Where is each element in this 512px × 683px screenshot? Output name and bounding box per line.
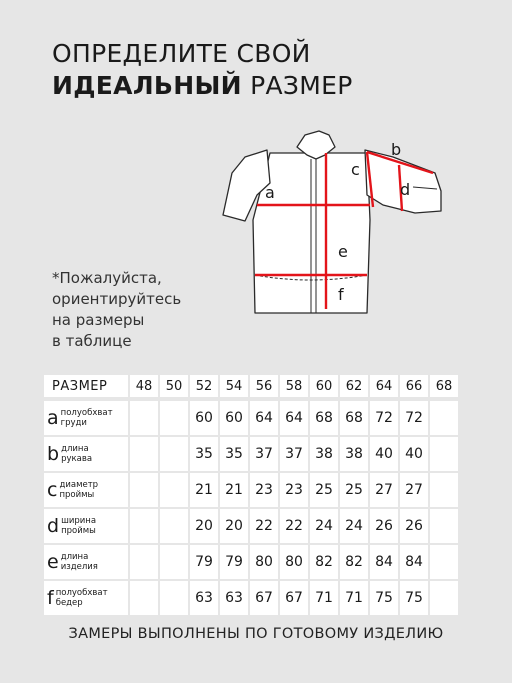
title-line-1: ОПРЕДЕЛИТЕ СВОЙ [52, 39, 311, 68]
shirt-diagram [215, 125, 455, 325]
table-cell: 82 [340, 545, 368, 579]
table-cell: 72 [370, 401, 398, 435]
table-cell: 25 [340, 473, 368, 507]
label-a: a [265, 183, 275, 202]
footer-note: ЗАМЕРЫ ВЫПОЛНЕНЫ ПО ГОТОВОМУ ИЗДЕЛИЮ [68, 626, 444, 642]
table-cell: 27 [370, 473, 398, 507]
table-cell [430, 509, 458, 543]
table-cell: 60 [190, 401, 218, 435]
title-bold-word: ИДЕАЛЬНЫЙ [52, 71, 242, 100]
table-cell: 22 [250, 509, 278, 543]
page-title [52, 38, 353, 102]
table-header-label: РАЗМЕР [44, 375, 128, 397]
measure-description-line: рукава [61, 454, 93, 464]
label-e: e [338, 242, 348, 261]
table-cell: 75 [370, 581, 398, 615]
size-header-cell: 56 [250, 375, 278, 397]
measure-letter: d [47, 514, 60, 537]
table-cell: 23 [250, 473, 278, 507]
table-row [44, 581, 461, 615]
note-line: на размеры [52, 311, 145, 329]
table-cell: 27 [400, 473, 428, 507]
table-cell: 24 [340, 509, 368, 543]
measure-label [44, 437, 128, 471]
measure-description-line: длина [61, 444, 89, 454]
table-cell [130, 581, 158, 615]
measure-description-line: диаметр [59, 480, 99, 490]
table-cell: 23 [280, 473, 308, 507]
measure-description [61, 444, 92, 464]
size-header-cell: 60 [310, 375, 338, 397]
measure-label [44, 401, 128, 435]
table-cell [130, 437, 158, 471]
table-cell [160, 401, 188, 435]
note-line: в таблице [52, 332, 132, 350]
measure-letter: a [47, 406, 59, 429]
table-cell [130, 401, 158, 435]
size-header-cell: 64 [370, 375, 398, 397]
table-cell: 68 [310, 401, 338, 435]
measure-description-line: проймы [59, 490, 95, 500]
table-row [44, 437, 461, 471]
measure-letter: e [47, 550, 59, 573]
table-cell [160, 473, 188, 507]
table-cell [160, 437, 188, 471]
table-cell: 79 [220, 545, 248, 579]
table-cell: 80 [250, 545, 278, 579]
label-b: b [391, 140, 402, 159]
table-cell: 37 [280, 437, 308, 471]
table-row [44, 401, 461, 435]
size-header-cell: 62 [340, 375, 368, 397]
measure-description-line: полуобхват [55, 588, 108, 598]
table-cell: 38 [310, 437, 338, 471]
table-row [44, 473, 461, 507]
label-c: c [351, 160, 360, 179]
size-table [44, 375, 461, 617]
table-cell: 20 [220, 509, 248, 543]
measure-description-line: изделия [60, 562, 98, 572]
title-rest: РАЗМЕР [241, 71, 353, 100]
size-header-cell: 50 [160, 375, 188, 397]
size-header-cell: 58 [280, 375, 308, 397]
table-row [44, 545, 461, 579]
note-line: ориентируйтесь [52, 290, 182, 308]
label-f: f [338, 285, 344, 304]
note-line: *Пожалуйста, [52, 269, 162, 287]
measure-description [61, 516, 96, 536]
label-d: d [400, 180, 411, 199]
table-cell: 64 [280, 401, 308, 435]
measure-description-line: бедер [55, 598, 83, 608]
table-cell [130, 473, 158, 507]
measure-letter: b [47, 442, 60, 465]
measure-label [44, 509, 128, 543]
table-cell: 84 [370, 545, 398, 579]
table-cell: 26 [400, 509, 428, 543]
table-cell [430, 545, 458, 579]
measure-description-line: полуобхват [60, 408, 113, 418]
table-cell: 37 [250, 437, 278, 471]
table-cell: 72 [400, 401, 428, 435]
table-cell [130, 545, 158, 579]
table-row [44, 509, 461, 543]
table-cell: 68 [340, 401, 368, 435]
table-cell: 40 [370, 437, 398, 471]
size-header-cell: 68 [430, 375, 458, 397]
table-cell [430, 581, 458, 615]
table-cell: 35 [190, 437, 218, 471]
table-cell: 35 [220, 437, 248, 471]
size-header-cell: 54 [220, 375, 248, 397]
table-cell [430, 401, 458, 435]
table-cell: 79 [190, 545, 218, 579]
table-cell: 20 [190, 509, 218, 543]
table-cell [160, 581, 188, 615]
table-cell: 60 [220, 401, 248, 435]
measure-letter: c [47, 478, 58, 501]
measure-description [61, 552, 98, 572]
size-header-cell: 48 [130, 375, 158, 397]
table-cell: 80 [280, 545, 308, 579]
size-note [52, 268, 181, 352]
table-cell: 71 [340, 581, 368, 615]
size-header-cell: 66 [400, 375, 428, 397]
measure-description-line: груди [60, 418, 87, 428]
table-cell [130, 509, 158, 543]
measure-description [61, 408, 113, 428]
table-cell: 75 [400, 581, 428, 615]
table-cell: 63 [190, 581, 218, 615]
table-cell [430, 437, 458, 471]
table-cell: 82 [310, 545, 338, 579]
table-cell: 40 [400, 437, 428, 471]
table-cell: 67 [280, 581, 308, 615]
size-header-cell: 52 [190, 375, 218, 397]
table-cell: 22 [280, 509, 308, 543]
table-cell: 71 [310, 581, 338, 615]
measure-description-line: длина [60, 552, 89, 562]
table-cell: 38 [340, 437, 368, 471]
measure-description [56, 588, 108, 608]
table-cell: 25 [310, 473, 338, 507]
table-cell: 84 [400, 545, 428, 579]
table-cell: 24 [310, 509, 338, 543]
measure-label [44, 581, 128, 615]
table-cell [430, 473, 458, 507]
table-cell: 63 [220, 581, 248, 615]
table-cell: 64 [250, 401, 278, 435]
table-cell: 67 [250, 581, 278, 615]
title-line-2 [52, 70, 353, 102]
measure-description [59, 480, 98, 500]
table-cell: 21 [190, 473, 218, 507]
measure-description-line: проймы [61, 526, 96, 536]
measure-label [44, 545, 128, 579]
table-cell: 21 [220, 473, 248, 507]
measure-letter: f [47, 586, 54, 609]
measure-description-line: ширина [61, 516, 97, 526]
table-cell: 26 [370, 509, 398, 543]
table-cell [160, 509, 188, 543]
table-cell [160, 545, 188, 579]
table-header-row [44, 375, 461, 397]
measure-label [44, 473, 128, 507]
